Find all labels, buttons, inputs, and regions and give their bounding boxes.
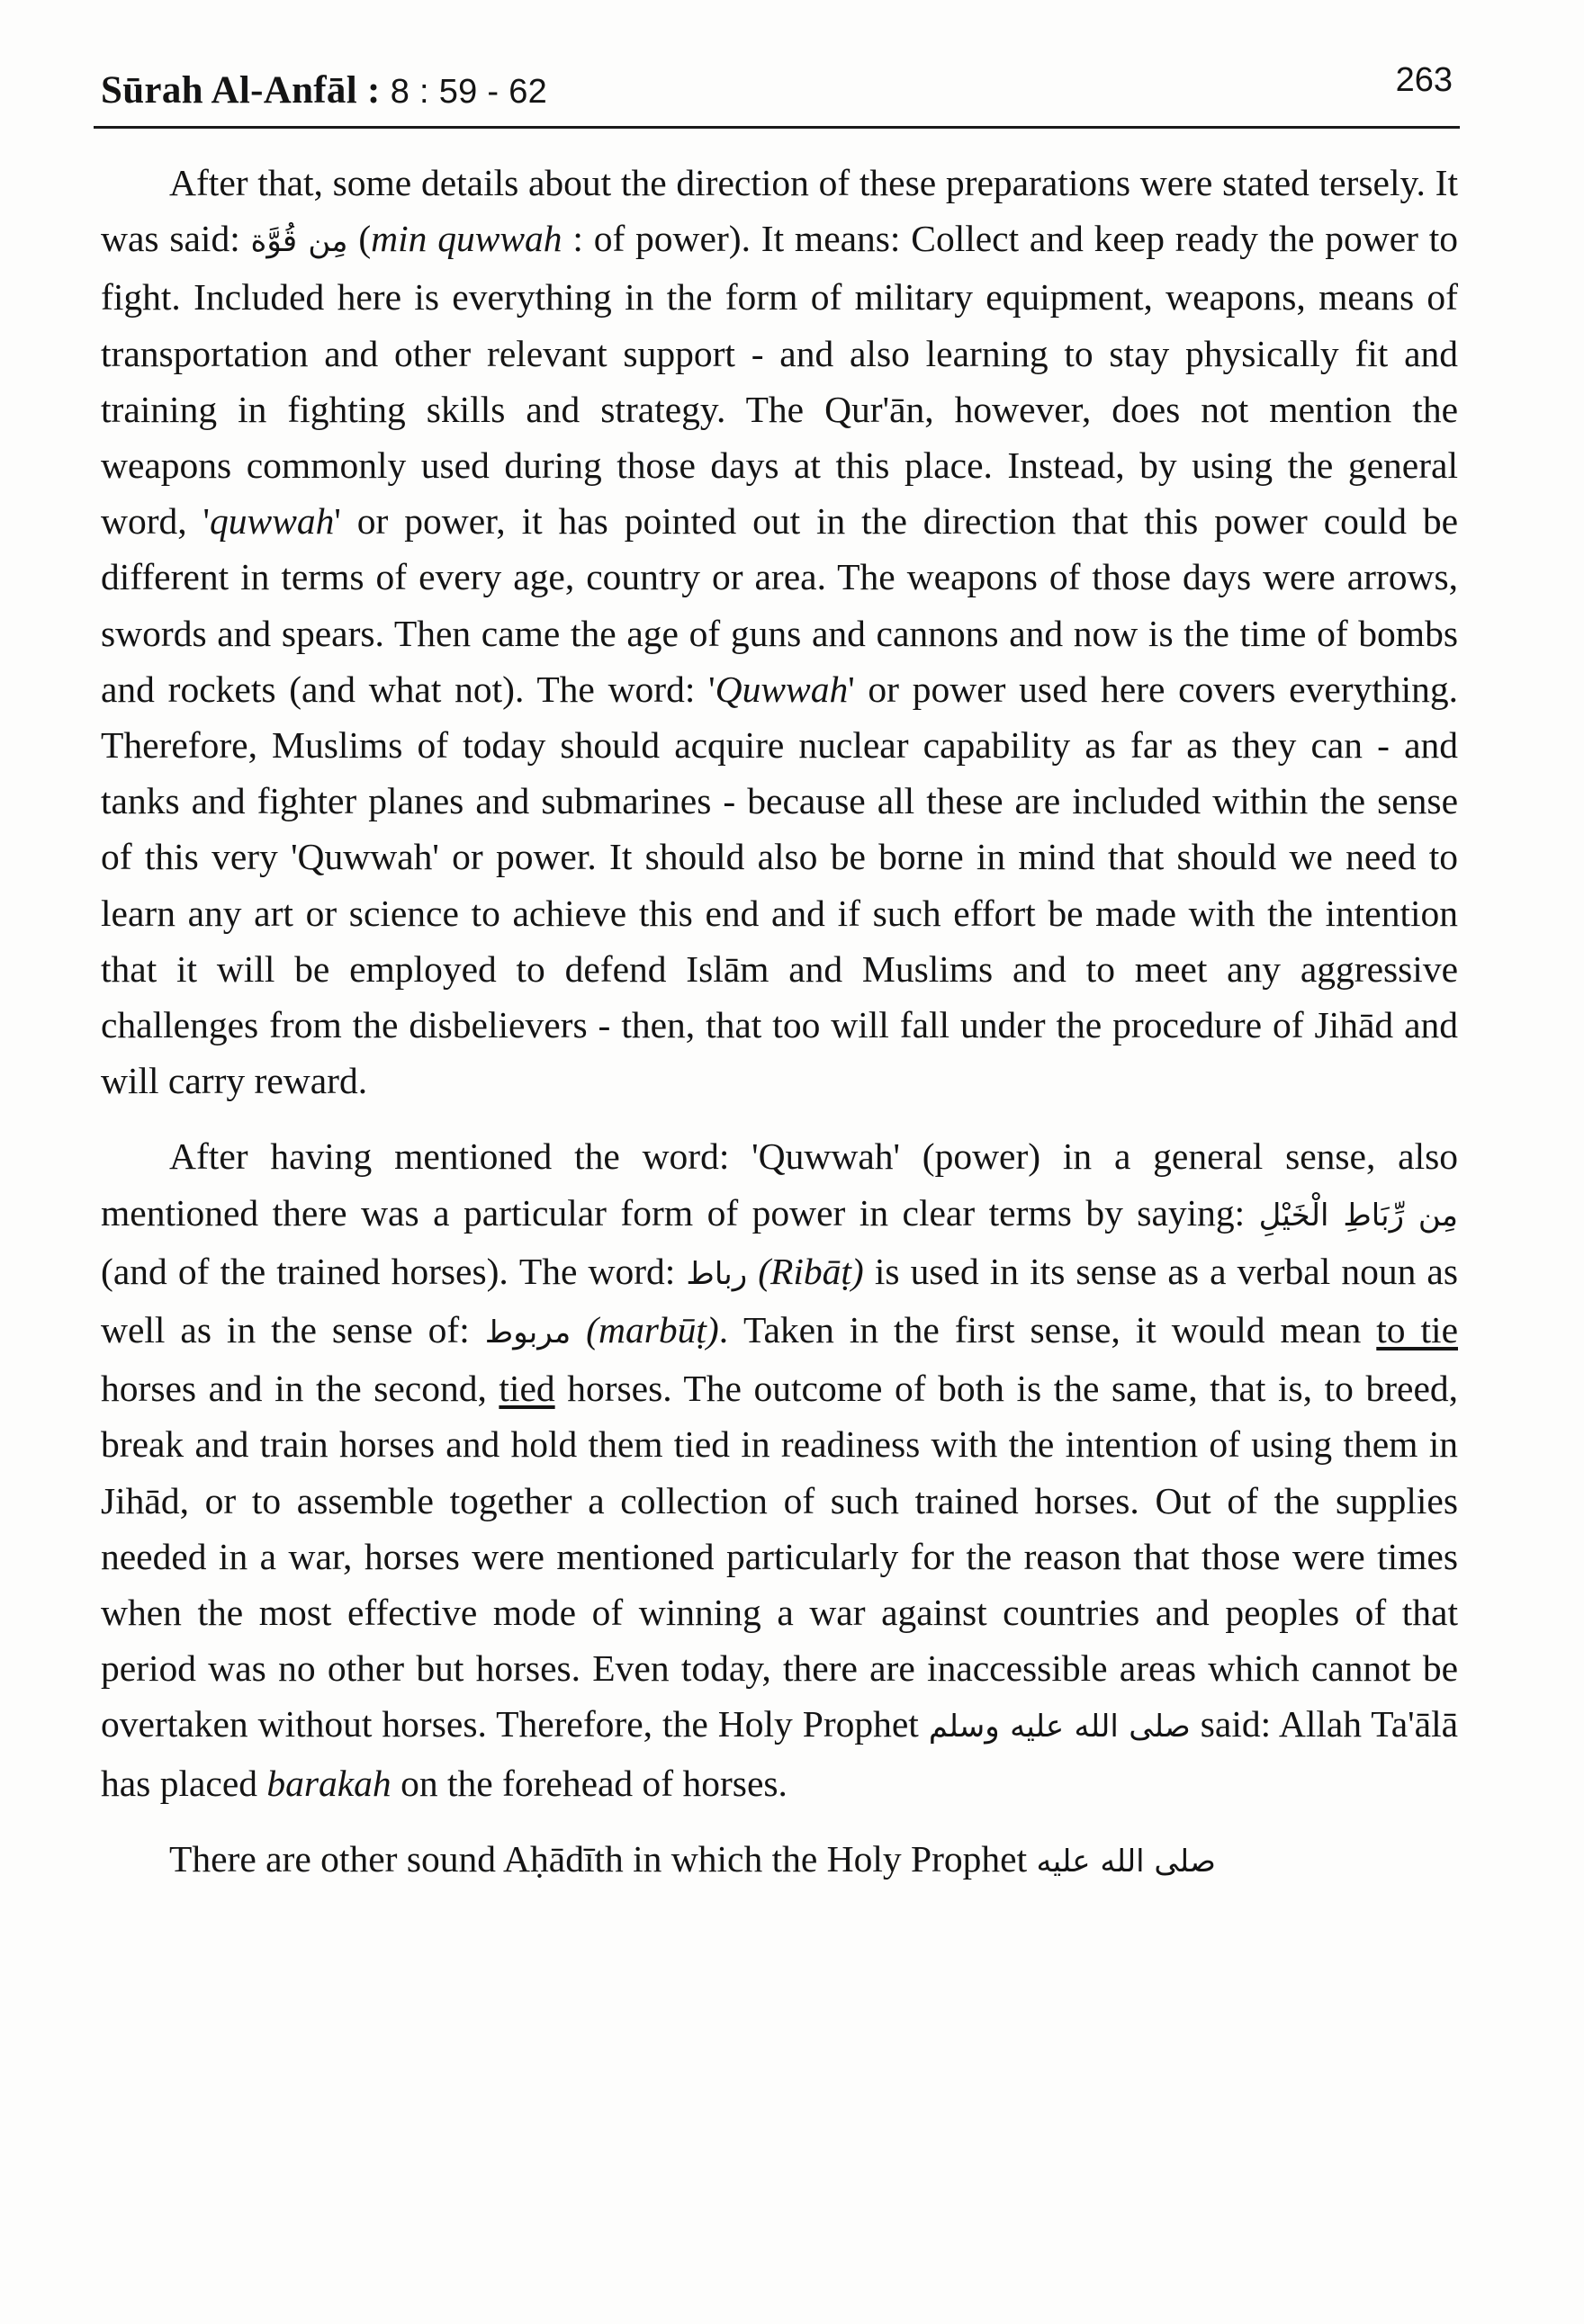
verse-reference: 8 : 59 - 62 [390,73,548,111]
running-header [101,61,1458,126]
paragraph-text: There are other sound Aḥādīth in which the Holy Prophet [169,1837,1028,1880]
transliteration: barakah [266,1762,392,1804]
paragraph-2 [101,1128,1458,1810]
paragraph-text: said: Allah Ta'ālā has placed [101,1703,1459,1804]
transliteration: quwwah [210,500,335,543]
arabic-salutation: صلى الله عليه وسلم [928,1709,1191,1745]
paragraph-text: After having mentioned the word: 'Quwwah' (power) in a general sense, also mentioned there was a particular form of power in clear terms by saying: [101,1135,1458,1234]
paragraph-text: (and of the trained horses). The word: [101,1250,676,1292]
paragraph-text: is used in its sense as a verbal noun as well as in the sense of: [101,1250,1459,1351]
arabic-salutation: صلى الله عليه [1036,1843,1216,1880]
paragraph-text: on the forehead of horses. [391,1762,788,1804]
arabic-phrase: مِن قُوَّة [250,223,348,260]
transliteration: min quwwah [371,218,562,260]
surah-title [101,68,547,112]
paragraph-text: ' or power, it has pointed out in the direction that this power could be different in terms of every age, country or area. The weapons of those days were arrows, swords and spears. Then came the age of guns and cannons and now is the time of bombs and rockets (and what not). The word: ' [101,500,1458,710]
arabic-word: رباط [686,1255,748,1292]
paragraph-text: : of power). It means: Collect and keep ready the power to fight. Included here is everything in the form of military equipment, weapons, means of transportation and other relevant support - and also learning to stay physically fit and training in fighting skills and strategy. The Qur'ān, however, does not mention the weapons commonly used during those days at this place. Instead, by using the general word, ' [101,218,1459,543]
paragraph-text: ' or power used here covers everything. Therefore, Muslims of today should acquire nuclear capability as far as they can - and tanks and fighter planes and submarines - because all these are included within the sense of this very 'Quwwah' or power. It should also be borne in mind that should we need to learn any art or science to achieve this end and if such effort be made with the intention that it will be employed to defend Islām and Muslims and to meet any aggressive challenges from the disbelievers - then, that too will fall under the procedure of Jihād and will carry reward. [101,668,1458,1102]
arabic-phrase: مِن رِّبَاطِ الْخَيْلِ [1258,1197,1459,1234]
paragraph-text: ( [358,218,372,260]
transliteration: (marbūṭ) [586,1309,719,1351]
page-body [101,155,1458,1909]
arabic-word: مربوط [484,1315,572,1351]
paragraph-text: horses. The outcome of both is the same, that is, to breed, break and train horses and hold them tied in readiness with the intention of using them in Jihād, or to assemble together a collection of such trained horses. Out of the supplies needed in a war, horses were mentioned particularly for the reason that those were times when the most effective mode of winning a war against countries and peoples of that period was no other but horses. Even today, there are inaccessible areas which cannot be overtaken without horses. Therefore, the Holy Prophet [101,1368,1458,1745]
page-number: 263 [1395,61,1453,99]
paragraph-text: . Taken in the first sense, it would mean [718,1309,1377,1351]
underlined-term: to tie [1376,1309,1458,1351]
header-divider [94,126,1460,129]
paragraph-text: horses and in the second, [101,1368,500,1410]
paragraph-3 [101,1831,1458,1889]
paragraph-text: After that, some details about the direction of these preparations were stated tersely. It was said: [101,162,1458,260]
surah-name: Sūrah Al-Anfāl : [101,69,381,112]
transliteration: (Ribāṭ) [758,1250,864,1292]
paragraph-1 [101,155,1458,1108]
underlined-term: tied [499,1368,555,1410]
transliteration: Quwwah [715,668,849,710]
